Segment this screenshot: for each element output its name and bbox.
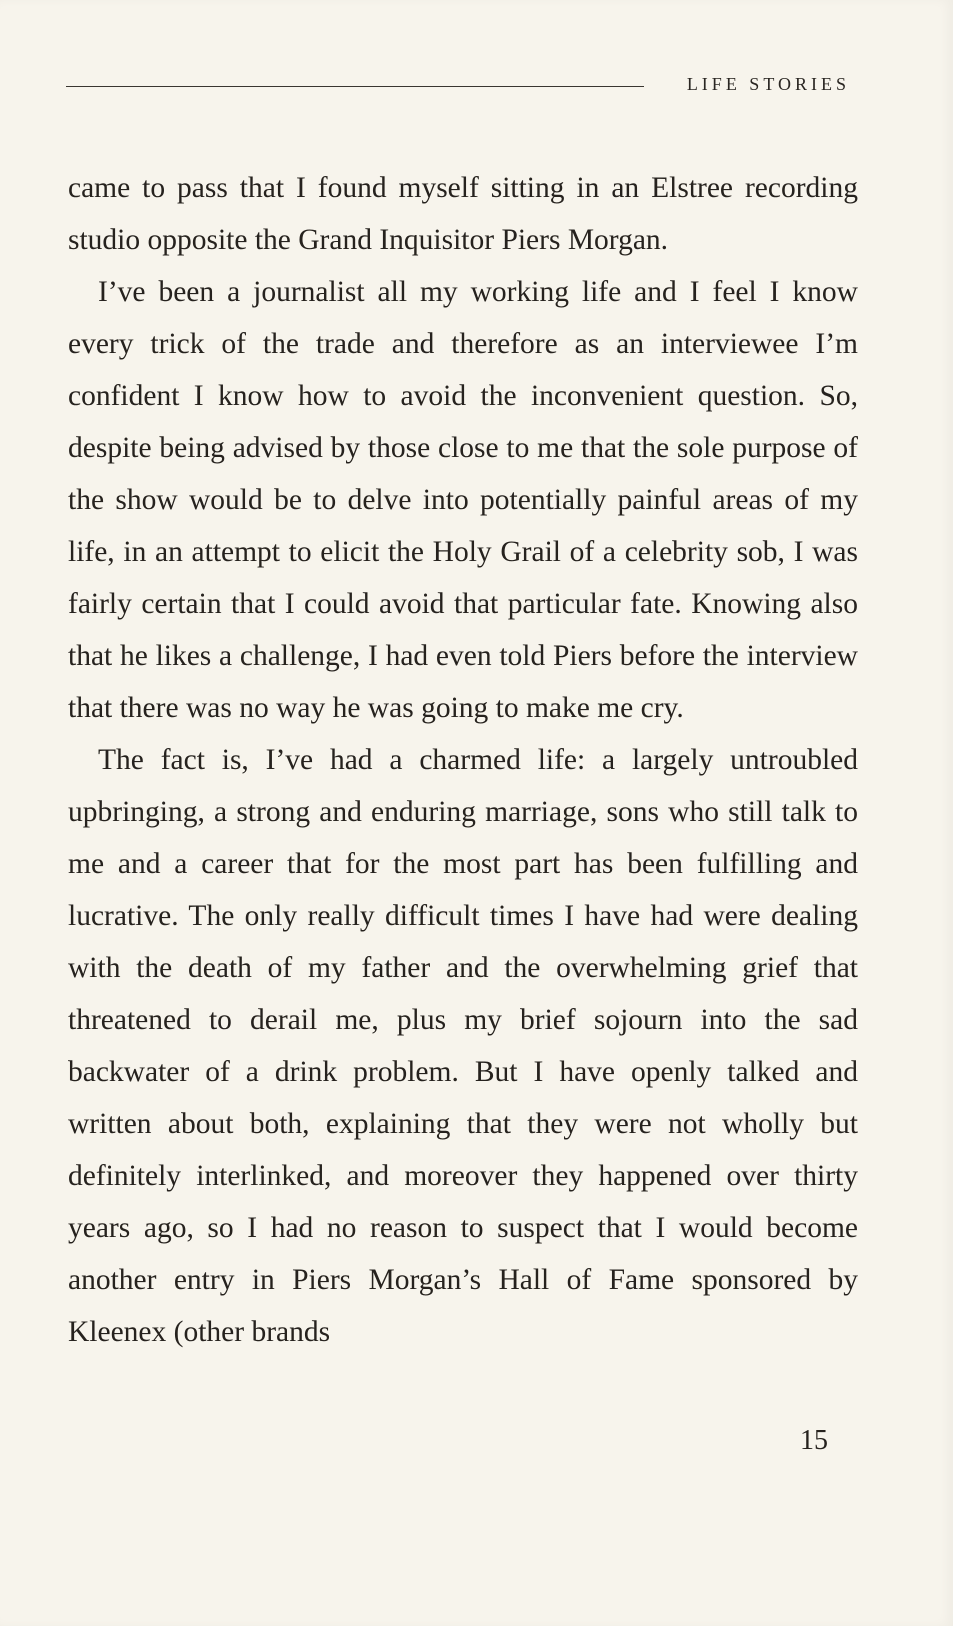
header-rule <box>66 86 644 87</box>
page-number: 15 <box>800 1425 828 1456</box>
page-header <box>66 72 850 102</box>
running-head: LIFE STORIES <box>686 74 850 94</box>
paragraph: I’ve been a journalist all my working life and I feel I know every trick of the trade and therefore as an interviewee I’m confident I know how to avoid the inconvenient question. So, despite being advised by those close to me that the sole purpose of the show would be to delve into potentially painful areas of my life, in an attempt to elicit the Holy Grail of a celebrity sob, I was fairly certain that I could avoid that particular fate. Knowing also that he likes a challenge, I had even told Piers before the interview that there was no way he was going to make me cry. <box>68 276 858 724</box>
paragraph-continuation: came to pass that I found myself sitting in an Elstree recording studio opposite the Grand Inquisitor Piers Morgan. <box>68 172 858 256</box>
body-text <box>68 162 858 1358</box>
paragraph: The fact is, I’ve had a charmed life: a largely untroubled upbringing, a strong and enduring marriage, sons who still talk to me and a career that for the most part has been fulfilling and lucrative. The only really difficult times I have had were dealing with the death of my father and the overwhelming grief that threatened to derail me, plus my brief sojourn into the sad backwater of a drink problem. But I have openly talked and written about both, explaining that they were not wholly but definitely interlinked, and moreover they happened over thirty years ago, so I had no reason to suspect that I would become another entry in Piers Morgan’s Hall of Fame sponsored by Kleenex (other brands <box>68 744 858 1348</box>
